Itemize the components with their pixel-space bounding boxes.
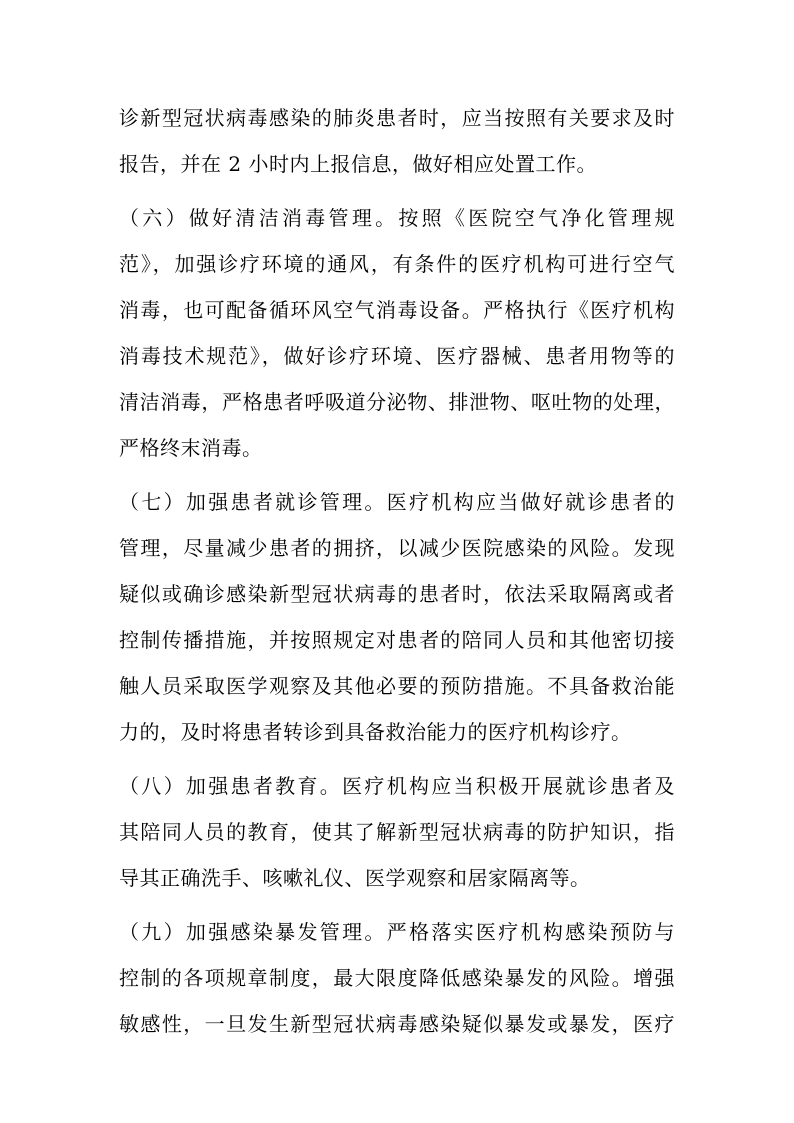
text-line: 导其正确洗手、咳嗽礼仪、医学观察和居家隔离等。 — [119, 866, 591, 890]
text-line: （九）加强感染暴发管理。严格落实医疗机构感染预防与 — [119, 920, 675, 944]
paragraph-gap — [119, 193, 675, 201]
text-line: 诊新型冠状病毒感染的肺炎患者时，应当按照有关要求及时 — [119, 106, 675, 130]
paragraph — [119, 201, 675, 477]
paragraph-gap — [119, 907, 675, 915]
text-line: 严格终末消毒。 — [119, 436, 263, 460]
text-line: 敏感性，一旦发生新型冠状病毒感染疑似暴发或暴发，医疗 — [119, 1012, 675, 1036]
paragraph — [119, 915, 675, 1053]
text-line: 其陪同人员的教育，使其了解新型冠状病毒的防护知识，指 — [119, 820, 675, 844]
text-line: 控制传播措施，并按照规定对患者的陪同人员和其他密切接 — [119, 628, 675, 652]
text-line: 触人员采取医学观察及其他必要的预防措施。不具备救治能 — [119, 674, 675, 698]
text-line: 疑似或确诊感染新型冠状病毒的患者时，依法采取隔离或者 — [119, 582, 675, 606]
text-line: 消毒，也可配备循环风空气消毒设备。严格执行《医疗机构 — [119, 298, 675, 322]
text-line: 控制的各项规章制度，最大限度降低感染暴发的风险。增强 — [119, 966, 675, 990]
text-line: （七）加强患者就诊管理。医疗机构应当做好就诊患者的 — [119, 490, 675, 514]
text-line: （六）做好清洁消毒管理。按照《医院空气净化管理规 — [119, 206, 675, 230]
text-line: 范》，加强诊疗环境的通风，有条件的医疗机构可进行空气 — [119, 252, 675, 276]
paragraph — [119, 769, 675, 907]
paragraph — [119, 485, 675, 761]
paragraph-gap — [119, 761, 675, 769]
document-body — [119, 101, 675, 1053]
text-line: 报告，并在 2 小时内上报信息，做好相应处置工作。 — [119, 152, 597, 176]
text-line: 管理，尽量减少患者的拥挤，以减少医院感染的风险。发现 — [119, 536, 675, 560]
text-line: （八）加强患者教育。医疗机构应当积极开展就诊患者及 — [119, 774, 675, 798]
text-line: 消毒技术规范》，做好诊疗环境、医疗器械、患者用物等的 — [119, 344, 675, 368]
paragraph-gap — [119, 477, 675, 485]
text-line: 清洁消毒，严格患者呼吸道分泌物、排泄物、呕吐物的处理， — [119, 390, 675, 414]
paragraph — [119, 101, 675, 193]
text-line: 力的，及时将患者转诊到具备救治能力的医疗机构诊疗。 — [119, 720, 632, 744]
